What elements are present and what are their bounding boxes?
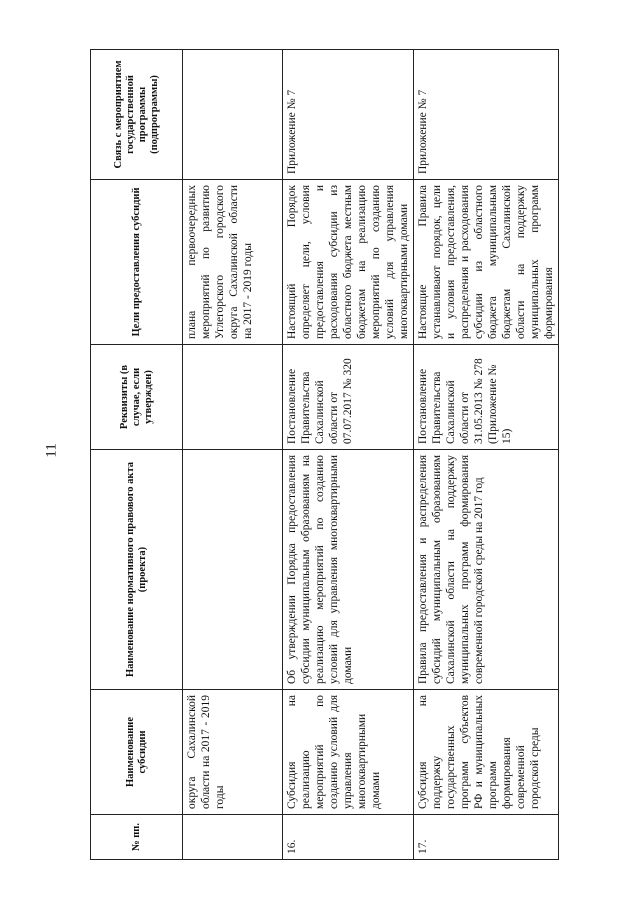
page-number-text: 11 xyxy=(43,442,60,458)
cell-details: Постановление Правительства Сахалинской области от 07.07.2017 № 320 xyxy=(283,345,414,450)
header-details: Реквизиты (в случае, если утвержден) xyxy=(91,345,183,450)
cell-subsidy: Субсидия на реализацию мероприятий по созданию условий для управления многоквартирными домами xyxy=(283,690,414,815)
cell-link xyxy=(183,50,283,180)
cell-num: 17. xyxy=(414,815,559,860)
header-subsidy: Наименование субсидии xyxy=(91,690,183,815)
table-row xyxy=(183,50,283,860)
rotated-table-wrapper xyxy=(90,50,555,860)
header-goals: Цели предоставления субсидий xyxy=(91,180,183,345)
cell-num xyxy=(183,815,283,860)
cell-details: Постановление Правительства Сахалинской области от 31.05.2013 № 278 (Приложение № 15) xyxy=(414,345,559,450)
cell-link: Приложение № 7 xyxy=(414,50,559,180)
cell-num: 16. xyxy=(283,815,414,860)
table-row xyxy=(283,50,414,860)
cell-details xyxy=(183,345,283,450)
page-number xyxy=(40,420,64,480)
cell-link: Приложение № 7 xyxy=(283,50,414,180)
header-num: № пп. xyxy=(91,815,183,860)
header-link: Связь с мероприятием государственной программы (подпрограммы) xyxy=(91,50,183,180)
cell-subsidy: округа Сахалинской области на 2017 - 2019 годы xyxy=(183,690,283,815)
cell-act xyxy=(183,450,283,690)
header-act: Наименование нормативного правового акта (проекта) xyxy=(91,450,183,690)
cell-subsidy: Субсидия на поддержку государственных программ субъектов РФ и муниципальных программ формирования современной городской среды xyxy=(414,690,559,815)
cell-act: Об утверждении Порядка предоставления субсидии муниципальным образованиям на реализацию мероприятий по созданию условий для управления многоквартирными домами xyxy=(283,450,414,690)
subsidy-acts-table xyxy=(90,49,559,860)
cell-goals: плана первоочередных мероприятий по развитию Углегорского городского округа Сахалинской области на 2017 - 2019 годы xyxy=(183,180,283,345)
cell-goals: Настоящие Правила устанавливают порядок, цели и условия предоставления, распределения и расходования субсидии из областного бюджета муниципальным бюджетам Сахалинской области на поддержку муниципальных программ формирования xyxy=(414,180,559,345)
table-row xyxy=(414,50,559,860)
cell-goals: Настоящий Порядок определяет цели, условия предоставления и расходования субсидии из областного бюджета местным бюджетам на реализацию мероприятий по созданию условий для управления многоквартирными домами xyxy=(283,180,414,345)
cell-act: Правила предоставления и распределения субсидий муниципальным образованиям Сахалинской области на поддержку муниципальных программ формирования современной городской среды на 2017 год xyxy=(414,450,559,690)
table-header-row xyxy=(91,50,183,860)
